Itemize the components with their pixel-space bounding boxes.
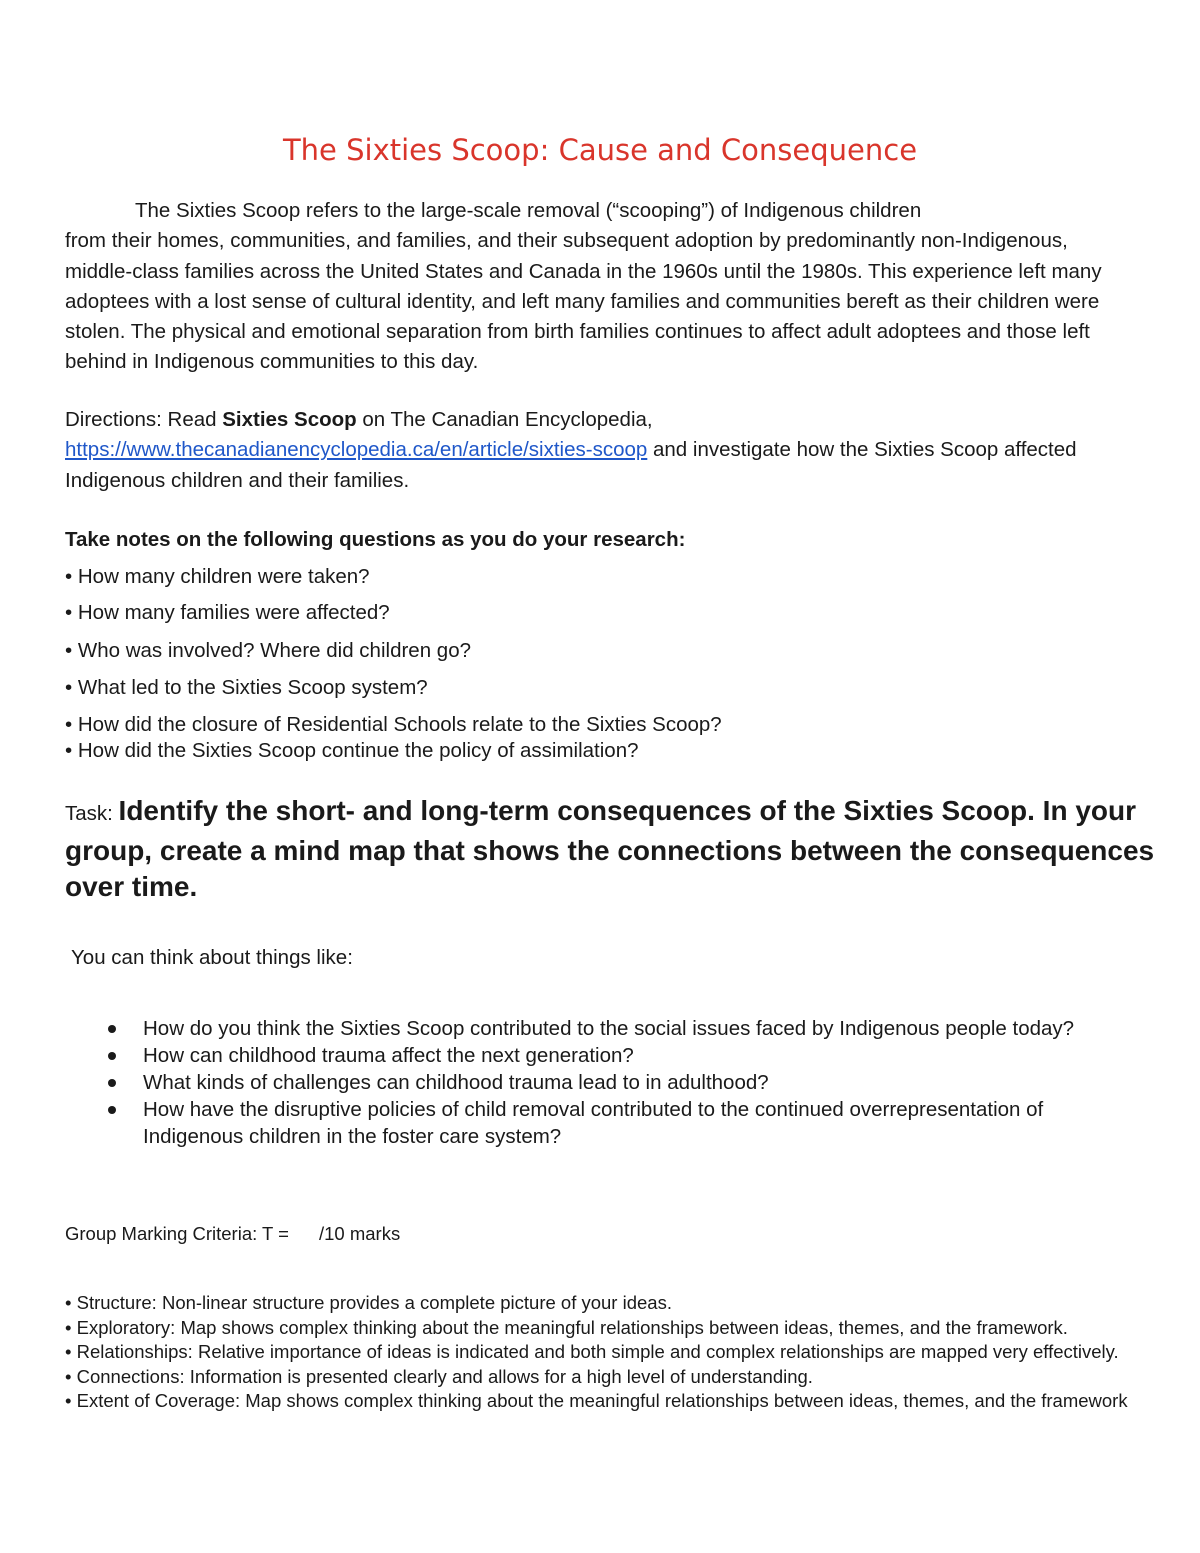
bullet-icon	[108, 1025, 116, 1033]
list-item: • How many families were affected?	[65, 601, 390, 624]
list-item: • What led to the Sixties Scoop system?	[65, 676, 428, 699]
bullet-icon	[108, 1079, 116, 1087]
bullet-icon	[108, 1106, 116, 1114]
criteria-marks: /10 marks	[318, 1223, 401, 1244]
list-item: How can childhood trauma affect the next generation?	[143, 1042, 1103, 1069]
list-item: • Extent of Coverage: Map shows complex thinking about the meaningful relationships between ideas, themes, and the framework	[65, 1390, 1128, 1411]
directions-paragraph	[65, 405, 1165, 496]
task-statement	[65, 793, 1155, 906]
marking-criteria-heading	[65, 1221, 400, 1247]
task-body: Identify the short- and long-term consequences of the Sixties Scoop. In your group, create a mind map that shows the connections between the consequences over time.	[65, 795, 1155, 902]
list-item: • Who was involved? Where did children go?	[65, 639, 471, 662]
bullet-icon	[108, 1052, 116, 1060]
article-link[interactable]: https://www.thecanadianencyclopedia.ca/en/article/sixties-scoop	[65, 438, 648, 462]
criteria-prefix: Group Marking Criteria: T =	[65, 1223, 289, 1244]
list-item: • Structure: Non-linear structure provides a complete picture of your ideas.	[65, 1292, 672, 1313]
list-item: How do you think the Sixties Scoop contributed to the social issues faced by Indigenous people today?	[143, 1015, 1103, 1042]
intro-first-line: The Sixties Scoop refers to the large-scale removal (“scooping”) of Indigenous children	[135, 199, 922, 222]
criteria-list	[65, 1291, 1135, 1414]
task-label: Task:	[65, 802, 119, 825]
list-item: • Relationships: Relative importance of ideas is indicated and both simple and complex relationships are mapped very effectively.	[65, 1341, 1119, 1362]
intro-body: from their homes, communities, and families, and their subsequent adoption by predominantly non-Indigenous, middle-class families across the United States and Canada in the 1960s until the 1980s. This experience left many adoptees with a lost sense of cultural identity, and left many families and communities bereft as their children were stolen. The physical and emotional separation from birth families continues to affect adult adoptees and those left behind in Indigenous communities to this day.	[65, 229, 1102, 374]
list-item: • Connections: Information is presented clearly and allows for a high level of understanding.	[65, 1365, 813, 1387]
list-item: What kinds of challenges can childhood trauma lead to in adulthood?	[143, 1069, 1103, 1096]
notes-heading: Take notes on the following questions as you do your research:	[65, 528, 686, 551]
intro-paragraph	[65, 196, 1140, 378]
think-list	[143, 1015, 1103, 1150]
article-title: Sixties Scoop	[222, 408, 357, 431]
directions-source: on The Canadian Encyclopedia,	[356, 408, 653, 431]
directions-after: and investigate how the Sixties Scoop affected Indigenous children and their families.	[65, 438, 1077, 492]
list-item: How have the disruptive policies of child removal contributed to the continued overrepresentation of Indigenous children in the foster care system?	[143, 1096, 1103, 1150]
list-item: • How did the Sixties Scoop continue the policy of assimilation?	[65, 739, 639, 762]
list-item: • How many children were taken?	[65, 565, 370, 588]
think-intro: You can think about things like:	[71, 946, 353, 969]
directions-label: Directions: Read	[65, 408, 223, 431]
list-item: • Exploratory: Map shows complex thinking about the meaningful relationships between ideas, themes, and the framework.	[65, 1316, 1068, 1338]
page-title: The Sixties Scoop: Cause and Consequence	[282, 133, 918, 167]
list-item: • How did the closure of Residential Schools relate to the Sixties Scoop?	[65, 713, 722, 736]
